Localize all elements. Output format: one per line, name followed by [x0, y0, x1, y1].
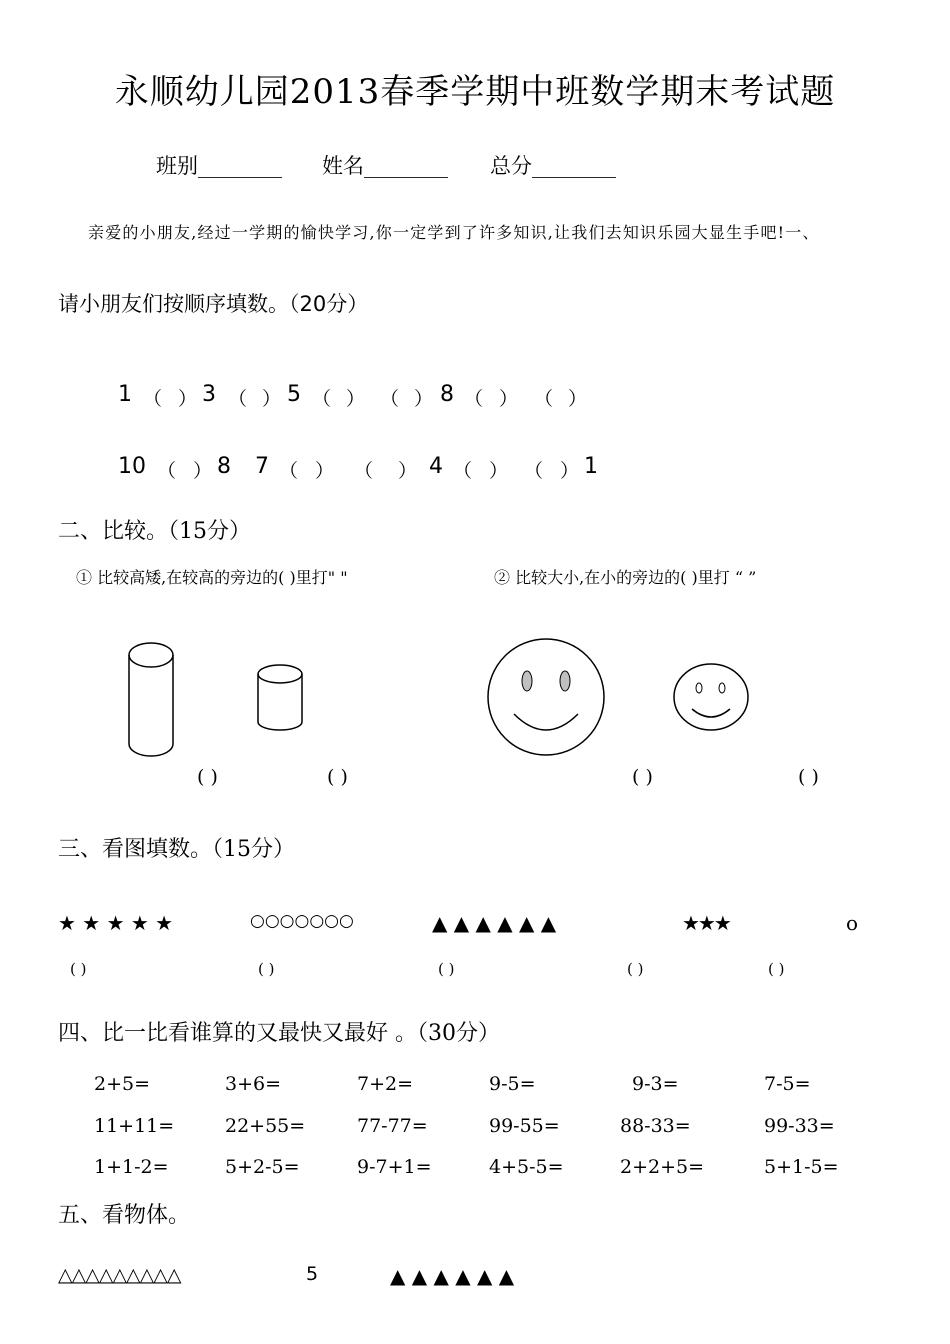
- count-blank[interactable]: ( ): [438, 960, 455, 978]
- star-group-small-icon: ★★★: [682, 911, 730, 935]
- answer-blank[interactable]: ( ): [327, 766, 348, 788]
- seq-blank-open[interactable]: （: [157, 460, 177, 482]
- seq-blank-close[interactable]: ）: [193, 460, 213, 482]
- star-group-icon: ★ ★ ★ ★ ★: [58, 911, 174, 935]
- class-field[interactable]: 班别________: [156, 154, 282, 178]
- equation[interactable]: 22+55=: [225, 1115, 306, 1137]
- equation[interactable]: 2+2+5=: [620, 1156, 705, 1178]
- equation[interactable]: 88-33=: [620, 1115, 691, 1137]
- seq-blank-close[interactable]: ）: [315, 460, 335, 482]
- seq-blank-open[interactable]: （: [279, 460, 299, 482]
- hollow-triangle-group-icon: △△△△△△△△△: [58, 1264, 181, 1286]
- circle-group-icon: ○○○○○○○: [250, 911, 354, 931]
- answer-blank[interactable]: ( ): [632, 766, 653, 788]
- seq-blank-close[interactable]: ）: [499, 388, 519, 410]
- triangle-group-icon: ▲ ▲ ▲ ▲ ▲ ▲: [432, 911, 557, 935]
- page-title: 永顺幼儿园2013春季学期中班数学期末考试题: [114, 72, 836, 112]
- seq-number: 8: [217, 454, 231, 479]
- seq-number: 4: [429, 454, 443, 479]
- seq-blank-close[interactable]: ）: [414, 388, 434, 410]
- single-circle-icon: o: [846, 911, 859, 935]
- seq-number: 3: [202, 382, 216, 407]
- seq-blank-open[interactable]: （: [380, 388, 400, 410]
- equation[interactable]: 11+11=: [94, 1115, 175, 1137]
- score-field[interactable]: 总分________: [490, 154, 616, 178]
- equation[interactable]: 99-55=: [489, 1115, 560, 1137]
- seq-blank-open[interactable]: （: [143, 388, 163, 410]
- seq-blank-open[interactable]: （: [354, 460, 374, 482]
- seq-number: 10: [118, 454, 146, 479]
- seq-number: 5: [287, 382, 301, 407]
- seq-blank-close[interactable]: ）: [346, 388, 366, 410]
- count-blank[interactable]: ( ): [627, 960, 644, 978]
- equation[interactable]: 4+5-5=: [489, 1156, 564, 1178]
- seq-blank-open[interactable]: （: [534, 388, 554, 410]
- seq-blank-open[interactable]: （: [228, 388, 248, 410]
- seq-blank-open[interactable]: （: [453, 460, 473, 482]
- seq-blank-close[interactable]: ）: [560, 460, 580, 482]
- equation[interactable]: 1+1-2=: [94, 1156, 169, 1178]
- seq-number: 1: [118, 382, 132, 407]
- big-smiley-face-icon: [488, 639, 604, 755]
- equation[interactable]: 9-7+1=: [357, 1156, 432, 1178]
- section4-heading: 四、比一比看谁算的又最快又最好 。（30分）: [58, 1021, 500, 1046]
- equation[interactable]: 7+2=: [357, 1073, 414, 1095]
- answer-blank[interactable]: ( ): [798, 766, 819, 788]
- seq-blank-close[interactable]: ）: [568, 388, 588, 410]
- seq-number: 8: [440, 382, 454, 407]
- equation[interactable]: 7-5=: [764, 1073, 811, 1095]
- small-smiley-face-icon: [674, 664, 748, 730]
- comparison-figures: [0, 600, 950, 770]
- seq-blank-close[interactable]: ）: [489, 460, 509, 482]
- short-cylinder-icon: [258, 665, 302, 730]
- equation[interactable]: 9-5=: [489, 1073, 536, 1095]
- seq-blank-open[interactable]: （: [524, 460, 544, 482]
- equation[interactable]: 77-77=: [357, 1115, 428, 1137]
- equation[interactable]: 3+6=: [225, 1073, 282, 1095]
- equation[interactable]: 99-33=: [764, 1115, 835, 1137]
- count-number: 5: [306, 1263, 319, 1285]
- answer-blank[interactable]: ( ): [197, 766, 218, 788]
- solid-triangle-group-icon: ▲ ▲ ▲ ▲ ▲ ▲: [390, 1264, 515, 1288]
- equation[interactable]: 5+1-5=: [764, 1156, 839, 1178]
- seq-blank-open[interactable]: （: [464, 388, 484, 410]
- section3-heading: 三、看图填数。（15分）: [58, 837, 295, 862]
- seq-blank-close[interactable]: ）: [178, 388, 198, 410]
- section1-heading: 请小朋友们按顺序填数。（20分）: [58, 292, 369, 316]
- seq-number: 7: [255, 454, 269, 479]
- seq-blank-close[interactable]: ）: [262, 388, 282, 410]
- section5-heading: 五、看物体。: [58, 1203, 191, 1228]
- compare-size-instruction: ② 比较大小,在小的旁边的( )里打 “ ”: [494, 568, 757, 587]
- section2-heading: 二、比较。（15分）: [58, 519, 251, 544]
- count-blank[interactable]: ( ): [258, 960, 275, 978]
- intro-text: 亲爱的小朋友,经过一学期的愉快学习,你一定学到了许多知识,让我们去知识乐园大显生手吧!一、: [88, 223, 820, 242]
- equation[interactable]: 9-3=: [632, 1073, 679, 1095]
- name-field[interactable]: 姓名________: [322, 154, 448, 178]
- seq-blank-open[interactable]: （: [312, 388, 332, 410]
- compare-height-instruction: ① 比较高矮,在较高的旁边的( )里打" ": [76, 568, 348, 587]
- seq-number: 1: [584, 454, 598, 479]
- seq-blank-close[interactable]: ）: [398, 460, 418, 482]
- tall-cylinder-icon: [129, 643, 173, 756]
- equation[interactable]: 2+5=: [94, 1073, 151, 1095]
- count-blank[interactable]: ( ): [768, 960, 785, 978]
- count-blank[interactable]: ( ): [70, 960, 87, 978]
- equation[interactable]: 5+2-5=: [225, 1156, 300, 1178]
